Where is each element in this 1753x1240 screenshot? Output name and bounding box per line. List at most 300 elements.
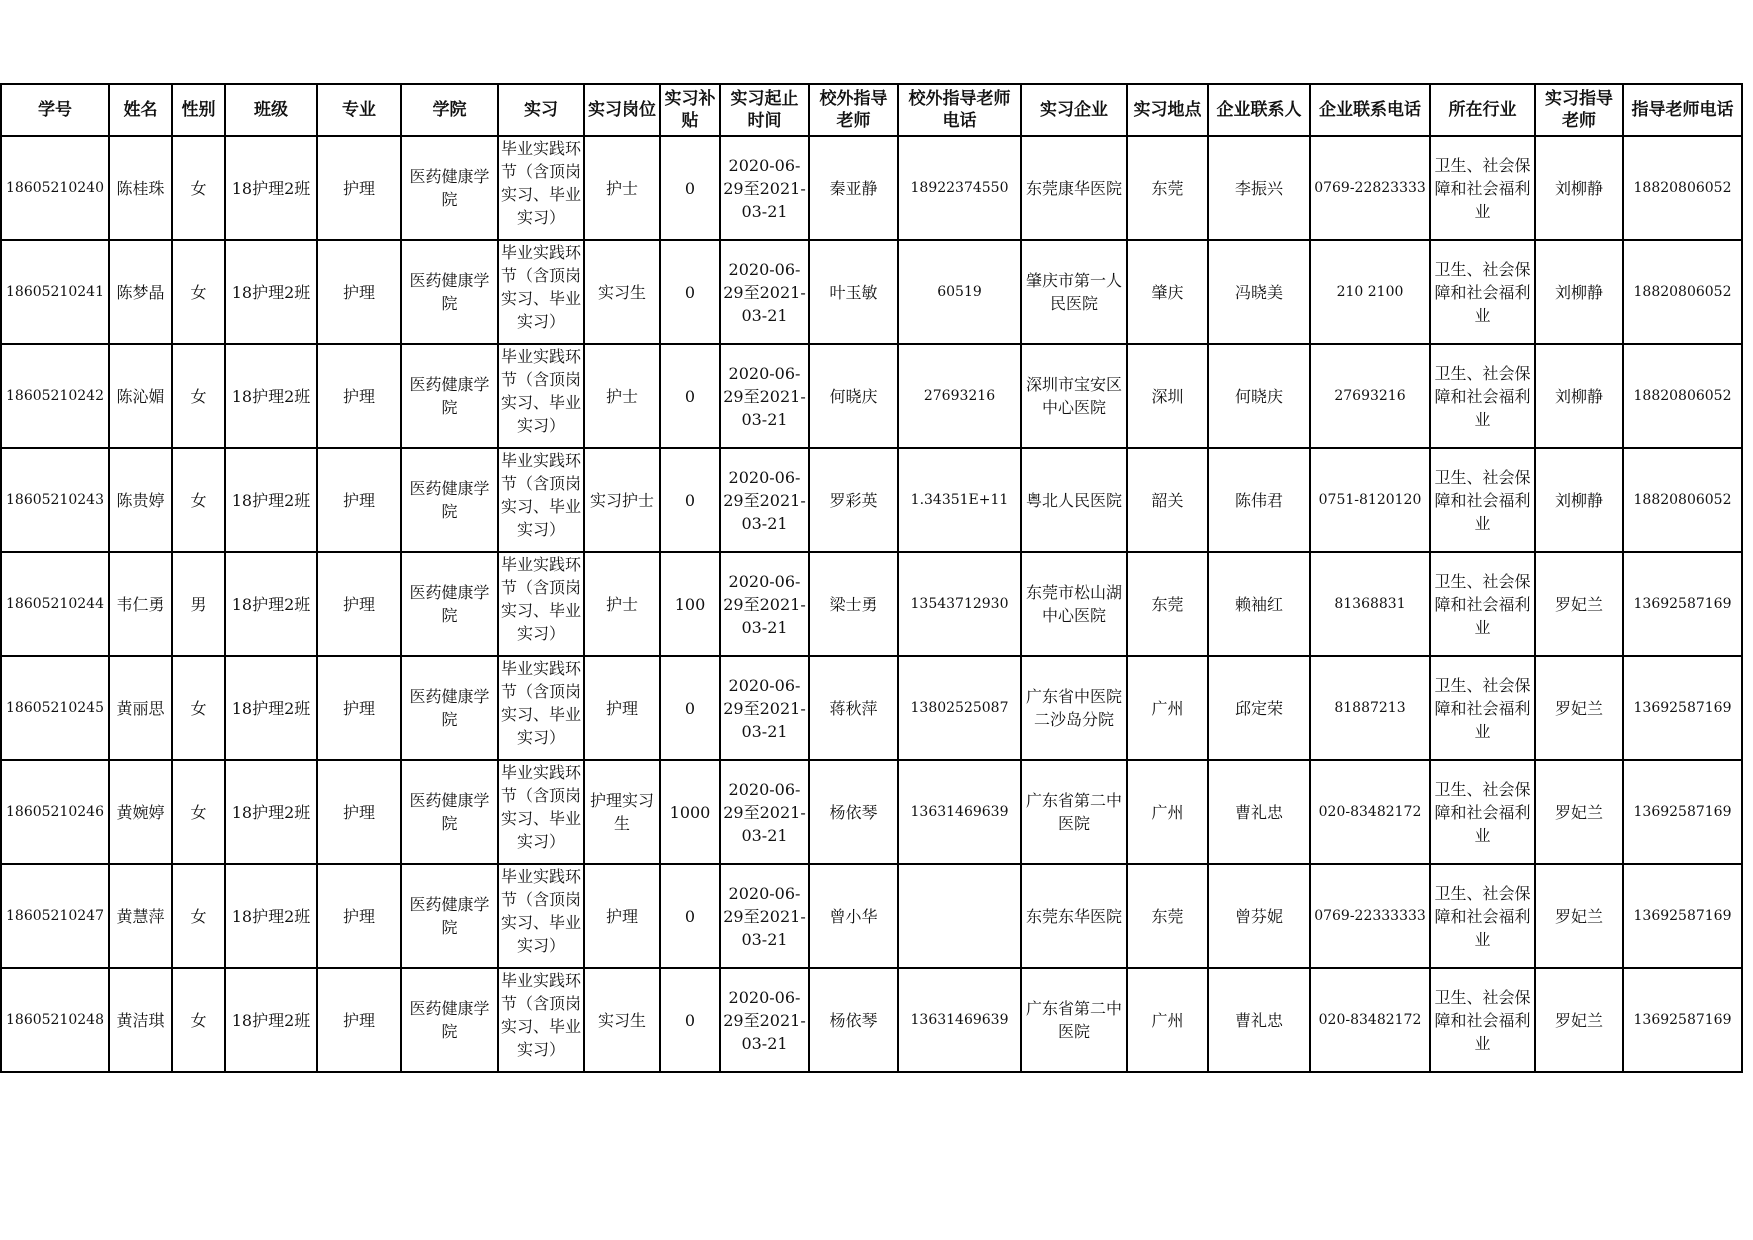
- cell-text: 13692587169: [1633, 595, 1732, 612]
- cell-college: [401, 864, 498, 968]
- cell-major: [317, 552, 401, 656]
- cell-company: [1021, 864, 1127, 968]
- cell-text: 梁士勇: [829, 594, 878, 614]
- cell-name: [109, 760, 172, 864]
- column-header-period: 实习起止时间: [720, 84, 809, 136]
- column-header-class: 班级: [225, 84, 317, 136]
- cell-text: 女: [190, 802, 207, 822]
- cell-student-id: [1, 344, 109, 448]
- column-header-student-id: 学号: [1, 84, 109, 136]
- cell-position: [584, 760, 660, 864]
- cell-teacher-phone: [1623, 344, 1742, 448]
- cell-internship-type: [498, 760, 584, 864]
- cell-text: 27693216: [1334, 387, 1406, 404]
- cell-subsidy: [660, 968, 720, 1072]
- cell-text: 卫生、社会保障和社会福利业: [1434, 467, 1531, 533]
- cell-position: [584, 968, 660, 1072]
- cell-position: [584, 240, 660, 344]
- cell-text: 18护理2班: [231, 282, 311, 302]
- cell-external-mentor: [809, 448, 898, 552]
- cell-text: 李振兴: [1234, 178, 1283, 198]
- cell-company-phone: [1310, 760, 1430, 864]
- cell-student-id: [1, 968, 109, 1072]
- cell-text: 护理: [342, 490, 375, 510]
- cell-text: 0769-22823333: [1314, 179, 1426, 196]
- cell-text: 0: [684, 386, 696, 406]
- cell-company: [1021, 656, 1127, 760]
- cell-external-mentor: [809, 968, 898, 1072]
- cell-text: 0: [684, 1010, 696, 1030]
- cell-major: [317, 344, 401, 448]
- cell-text: 邱定荣: [1234, 698, 1283, 718]
- cell-internship-type: [498, 864, 584, 968]
- cell-internship-teacher: [1535, 656, 1623, 760]
- cell-text: 何晓庆: [829, 386, 878, 406]
- cell-major: [317, 864, 401, 968]
- cell-external-mentor: [809, 552, 898, 656]
- cell-text: 罗妃兰: [1554, 594, 1603, 614]
- cell-internship-teacher: [1535, 968, 1623, 1072]
- cell-text: 卫生、社会保障和社会福利业: [1434, 987, 1531, 1053]
- cell-company-phone: [1310, 240, 1430, 344]
- cell-class: [225, 656, 317, 760]
- cell-text: 医药健康学院: [409, 687, 490, 729]
- cell-period: [720, 344, 809, 448]
- cell-major: [317, 760, 401, 864]
- cell-teacher-phone: [1623, 968, 1742, 1072]
- column-header-location: 实习地点: [1127, 84, 1208, 136]
- cell-text: 肇庆市第一人民医院: [1025, 271, 1122, 313]
- cell-subsidy: [660, 344, 720, 448]
- table-row: [1, 968, 1742, 1072]
- cell-text: 护理: [342, 802, 375, 822]
- column-header-position: 实习岗位: [584, 84, 660, 136]
- column-header-external-mentor-phone: 校外指导老师电话: [898, 84, 1021, 136]
- cell-text: 13631469639: [910, 803, 1009, 820]
- cell-text: 刘柳静: [1554, 386, 1603, 406]
- cell-company-contact: [1208, 448, 1310, 552]
- cell-text: 毕业实践环节（含顶岗实习、毕业实习）: [501, 451, 581, 539]
- cell-subsidy: [660, 448, 720, 552]
- cell-text: 医药健康学院: [409, 895, 490, 937]
- cell-text: 18605210241: [6, 283, 104, 300]
- cell-text: 0: [684, 698, 696, 718]
- cell-text: 女: [190, 1010, 207, 1030]
- cell-external-mentor: [809, 864, 898, 968]
- cell-external-mentor-phone: [898, 760, 1021, 864]
- cell-text: 13543712930: [910, 595, 1009, 612]
- cell-text: 护理: [342, 698, 375, 718]
- cell-text: 罗妃兰: [1554, 906, 1603, 926]
- cell-student-id: [1, 760, 109, 864]
- cell-industry: [1430, 656, 1535, 760]
- internship-table: [0, 83, 1743, 1073]
- cell-text: 医药健康学院: [409, 271, 490, 313]
- cell-text: 18820806052: [1633, 387, 1732, 404]
- cell-industry: [1430, 760, 1535, 864]
- cell-text: 黄洁琪: [116, 1010, 165, 1030]
- cell-period: [720, 136, 809, 240]
- cell-text: 医药健康学院: [409, 999, 490, 1041]
- cell-internship-teacher: [1535, 240, 1623, 344]
- cell-name: [109, 344, 172, 448]
- cell-text: 杨依琴: [829, 1010, 878, 1030]
- cell-external-mentor-phone: [898, 136, 1021, 240]
- cell-college: [401, 552, 498, 656]
- cell-company-contact: [1208, 968, 1310, 1072]
- cell-location: [1127, 656, 1208, 760]
- cell-text: 医药健康学院: [409, 791, 490, 833]
- cell-text: 东莞市松山湖中心医院: [1025, 583, 1122, 625]
- cell-position: [584, 136, 660, 240]
- cell-industry: [1430, 968, 1535, 1072]
- cell-external-mentor: [809, 136, 898, 240]
- column-header-company-phone: 企业联系电话: [1310, 84, 1430, 136]
- cell-text: 卫生、社会保障和社会福利业: [1434, 155, 1531, 221]
- cell-text: 实习生: [597, 282, 646, 302]
- cell-text: 医药健康学院: [409, 375, 490, 417]
- cell-text: 毕业实践环节（含顶岗实习、毕业实习）: [501, 555, 581, 643]
- cell-internship-teacher: [1535, 136, 1623, 240]
- cell-internship-teacher: [1535, 760, 1623, 864]
- cell-college: [401, 240, 498, 344]
- column-header-gender: 性别: [172, 84, 225, 136]
- cell-text: 81887213: [1334, 699, 1406, 716]
- cell-text: 18820806052: [1633, 491, 1732, 508]
- cell-text: 2020-06-29至2021-03-21: [723, 155, 806, 221]
- cell-text: 护理: [342, 282, 375, 302]
- cell-industry: [1430, 344, 1535, 448]
- cell-location: [1127, 136, 1208, 240]
- cell-text: 东莞康华医院: [1025, 178, 1122, 198]
- table-row: [1, 656, 1742, 760]
- cell-name: [109, 864, 172, 968]
- cell-text: 18820806052: [1633, 283, 1732, 300]
- cell-position: [584, 864, 660, 968]
- cell-period: [720, 656, 809, 760]
- cell-text: 深圳市宝安区中心医院: [1025, 375, 1122, 417]
- cell-text: 护理: [342, 594, 375, 614]
- cell-period: [720, 864, 809, 968]
- cell-period: [720, 760, 809, 864]
- cell-industry: [1430, 240, 1535, 344]
- cell-position: [584, 344, 660, 448]
- cell-text: 男: [190, 594, 207, 614]
- cell-text: 毕业实践环节（含顶岗实习、毕业实习）: [501, 243, 581, 331]
- cell-external-mentor-phone: [898, 344, 1021, 448]
- cell-text: 陈梦晶: [116, 282, 165, 302]
- cell-text: 020-83482172: [1318, 803, 1422, 820]
- cell-text: 60519: [937, 283, 982, 300]
- cell-text: 蒋秋萍: [829, 698, 878, 718]
- cell-company-phone: [1310, 656, 1430, 760]
- cell-text: 广州: [1151, 802, 1184, 822]
- cell-company: [1021, 240, 1127, 344]
- cell-text: 护士: [605, 594, 638, 614]
- cell-text: 女: [190, 282, 207, 302]
- cell-student-id: [1, 240, 109, 344]
- cell-text: 0: [684, 178, 696, 198]
- cell-text: 何晓庆: [1234, 386, 1283, 406]
- cell-text: 黄慧萍: [116, 906, 165, 926]
- column-header-college: 学院: [401, 84, 498, 136]
- cell-text: 18护理2班: [231, 1010, 311, 1030]
- cell-teacher-phone: [1623, 864, 1742, 968]
- cell-position: [584, 552, 660, 656]
- cell-text: 广东省第二中医院: [1025, 999, 1122, 1041]
- cell-text: 毕业实践环节（含顶岗实习、毕业实习）: [501, 347, 581, 435]
- cell-text: 毕业实践环节（含顶岗实习、毕业实习）: [501, 659, 581, 747]
- cell-text: 13631469639: [910, 1011, 1009, 1028]
- cell-text: 曹礼忠: [1234, 802, 1283, 822]
- cell-text: 27693216: [923, 387, 996, 404]
- cell-text: 广州: [1151, 698, 1184, 718]
- cell-college: [401, 656, 498, 760]
- cell-college: [401, 344, 498, 448]
- cell-external-mentor-phone: [898, 240, 1021, 344]
- column-header-internship-type: 实习: [498, 84, 584, 136]
- cell-company-contact: [1208, 864, 1310, 968]
- cell-internship-teacher: [1535, 448, 1623, 552]
- cell-text: 2020-06-29至2021-03-21: [723, 675, 806, 741]
- cell-text: 0769-22333333: [1314, 907, 1426, 924]
- column-header-major: 专业: [317, 84, 401, 136]
- cell-teacher-phone: [1623, 136, 1742, 240]
- cell-subsidy: [660, 760, 720, 864]
- cell-company-contact: [1208, 240, 1310, 344]
- cell-text: 卫生、社会保障和社会福利业: [1434, 675, 1531, 741]
- cell-text: 杨依琴: [829, 802, 878, 822]
- cell-teacher-phone: [1623, 240, 1742, 344]
- cell-text: 13692587169: [1633, 907, 1732, 924]
- cell-text: 女: [190, 906, 207, 926]
- cell-text: 18605210242: [6, 387, 104, 404]
- cell-external-mentor: [809, 760, 898, 864]
- cell-text: 1000: [669, 802, 711, 822]
- cell-text: 秦亚静: [829, 178, 878, 198]
- cell-class: [225, 760, 317, 864]
- cell-period: [720, 240, 809, 344]
- cell-text: 东莞东华医院: [1025, 906, 1122, 926]
- cell-internship-teacher: [1535, 864, 1623, 968]
- table-row: [1, 448, 1742, 552]
- column-header-internship-teacher: 实习指导老师: [1535, 84, 1623, 136]
- cell-gender: [172, 968, 225, 1072]
- cell-text: 18922374550: [910, 179, 1009, 196]
- cell-text: 冯晓美: [1234, 282, 1283, 302]
- cell-text: 叶玉敏: [829, 282, 878, 302]
- cell-text: 18护理2班: [231, 698, 311, 718]
- cell-industry: [1430, 552, 1535, 656]
- cell-internship-type: [498, 344, 584, 448]
- cell-text: 粤北人民医院: [1025, 490, 1122, 510]
- header-row: [1, 84, 1742, 136]
- cell-text: 曹礼忠: [1234, 1010, 1283, 1030]
- cell-student-id: [1, 552, 109, 656]
- cell-text: 黄丽思: [116, 698, 165, 718]
- cell-company-phone: [1310, 968, 1430, 1072]
- cell-text: 深圳: [1151, 386, 1184, 406]
- cell-text: 护理: [605, 906, 638, 926]
- cell-text: 陈沁媚: [116, 386, 165, 406]
- cell-class: [225, 448, 317, 552]
- cell-text: 护士: [605, 386, 638, 406]
- cell-major: [317, 136, 401, 240]
- cell-external-mentor-phone: [898, 864, 1021, 968]
- cell-text: 18605210246: [6, 803, 104, 820]
- cell-company-phone: [1310, 448, 1430, 552]
- cell-subsidy: [660, 656, 720, 760]
- cell-text: 女: [190, 178, 207, 198]
- cell-class: [225, 136, 317, 240]
- cell-text: 护士: [605, 178, 638, 198]
- cell-text: 0: [684, 282, 696, 302]
- cell-student-id: [1, 136, 109, 240]
- table-header: [1, 84, 1742, 136]
- cell-company: [1021, 448, 1127, 552]
- cell-gender: [172, 136, 225, 240]
- cell-text: 医药健康学院: [409, 479, 490, 521]
- cell-external-mentor: [809, 656, 898, 760]
- cell-name: [109, 656, 172, 760]
- cell-text: 护理: [342, 906, 375, 926]
- cell-text: 韦仁勇: [116, 594, 165, 614]
- cell-student-id: [1, 448, 109, 552]
- cell-text: 13802525087: [910, 699, 1009, 716]
- cell-location: [1127, 240, 1208, 344]
- cell-period: [720, 448, 809, 552]
- cell-text: 毕业实践环节（含顶岗实习、毕业实习）: [501, 971, 581, 1059]
- cell-company-phone: [1310, 344, 1430, 448]
- cell-college: [401, 448, 498, 552]
- cell-text: 18护理2班: [231, 802, 311, 822]
- cell-text: 0: [684, 906, 696, 926]
- cell-text: 卫生、社会保障和社会福利业: [1434, 883, 1531, 949]
- cell-text: 护理: [605, 698, 638, 718]
- cell-text: 护理实习生: [589, 791, 654, 833]
- cell-period: [720, 968, 809, 1072]
- cell-text: 18605210244: [6, 595, 104, 612]
- cell-text: 毕业实践环节（含顶岗实习、毕业实习）: [501, 763, 581, 851]
- cell-internship-type: [498, 448, 584, 552]
- cell-gender: [172, 760, 225, 864]
- cell-company-contact: [1208, 552, 1310, 656]
- cell-text: 18605210248: [6, 1011, 104, 1028]
- cell-position: [584, 448, 660, 552]
- cell-text: 韶关: [1151, 490, 1184, 510]
- cell-text: 卫生、社会保障和社会福利业: [1434, 571, 1531, 637]
- cell-college: [401, 136, 498, 240]
- cell-gender: [172, 344, 225, 448]
- cell-student-id: [1, 656, 109, 760]
- cell-text: 女: [190, 490, 207, 510]
- cell-text: 女: [190, 386, 207, 406]
- cell-text: 曾小华: [829, 906, 878, 926]
- cell-text: 2020-06-29至2021-03-21: [723, 883, 806, 949]
- table-row: [1, 240, 1742, 344]
- cell-text: 刘柳静: [1554, 282, 1603, 302]
- table-row: [1, 552, 1742, 656]
- cell-gender: [172, 240, 225, 344]
- cell-company-contact: [1208, 136, 1310, 240]
- cell-name: [109, 552, 172, 656]
- cell-gender: [172, 448, 225, 552]
- cell-text: 0751-8120120: [1318, 491, 1422, 508]
- cell-subsidy: [660, 552, 720, 656]
- cell-company: [1021, 136, 1127, 240]
- cell-location: [1127, 968, 1208, 1072]
- cell-company: [1021, 344, 1127, 448]
- cell-text: 东莞: [1151, 906, 1184, 926]
- cell-text: 2020-06-29至2021-03-21: [723, 363, 806, 429]
- cell-internship-type: [498, 240, 584, 344]
- cell-text: 毕业实践环节（含顶岗实习、毕业实习）: [501, 139, 581, 227]
- cell-text: 18护理2班: [231, 490, 311, 510]
- cell-text: 广州: [1151, 1010, 1184, 1030]
- cell-text: 13692587169: [1633, 803, 1732, 820]
- cell-text: 18605210245: [6, 699, 104, 716]
- cell-text: 13692587169: [1633, 699, 1732, 716]
- cell-subsidy: [660, 864, 720, 968]
- cell-company-phone: [1310, 864, 1430, 968]
- cell-internship-teacher: [1535, 344, 1623, 448]
- cell-text: 罗彩英: [829, 490, 878, 510]
- cell-industry: [1430, 864, 1535, 968]
- cell-company-contact: [1208, 656, 1310, 760]
- cell-text: 18护理2班: [231, 594, 311, 614]
- cell-external-mentor-phone: [898, 968, 1021, 1072]
- cell-text: 东莞: [1151, 178, 1184, 198]
- table-row: [1, 864, 1742, 968]
- cell-text: 肇庆: [1151, 282, 1184, 302]
- cell-company-contact: [1208, 760, 1310, 864]
- cell-text: 卫生、社会保障和社会福利业: [1434, 363, 1531, 429]
- column-header-company: 实习企业: [1021, 84, 1127, 136]
- column-header-subsidy: 实习补贴: [660, 84, 720, 136]
- cell-name: [109, 448, 172, 552]
- cell-text: 陈贵婷: [116, 490, 165, 510]
- cell-text: 210 2100: [1336, 283, 1404, 300]
- column-header-industry: 所在行业: [1430, 84, 1535, 136]
- cell-text: 护理: [342, 178, 375, 198]
- cell-period: [720, 552, 809, 656]
- cell-text: 100: [674, 594, 706, 614]
- cell-text: 护理: [342, 386, 375, 406]
- cell-text: 1.34351E+11: [910, 491, 1009, 508]
- cell-text: 2020-06-29至2021-03-21: [723, 779, 806, 845]
- cell-text: 18605210243: [6, 491, 104, 508]
- cell-location: [1127, 344, 1208, 448]
- cell-company-phone: [1310, 552, 1430, 656]
- cell-major: [317, 448, 401, 552]
- cell-text: 2020-06-29至2021-03-21: [723, 571, 806, 637]
- cell-text: 0: [684, 490, 696, 510]
- cell-gender: [172, 552, 225, 656]
- cell-internship-type: [498, 136, 584, 240]
- cell-college: [401, 968, 498, 1072]
- cell-location: [1127, 552, 1208, 656]
- cell-text: 护理: [342, 1010, 375, 1030]
- cell-text: 赖袖红: [1234, 594, 1283, 614]
- cell-company-contact: [1208, 344, 1310, 448]
- cell-class: [225, 552, 317, 656]
- cell-location: [1127, 760, 1208, 864]
- cell-major: [317, 968, 401, 1072]
- cell-internship-type: [498, 656, 584, 760]
- cell-text: 罗妃兰: [1554, 698, 1603, 718]
- cell-class: [225, 240, 317, 344]
- cell-text: 黄婉婷: [116, 802, 165, 822]
